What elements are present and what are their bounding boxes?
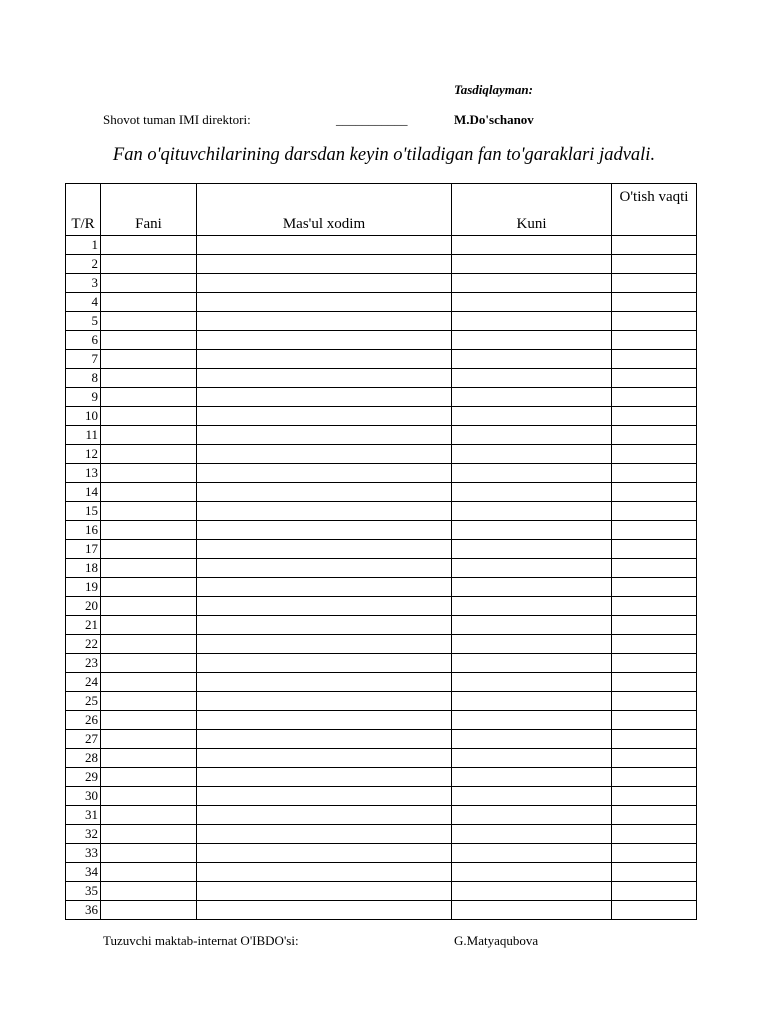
day-cell[interactable] xyxy=(452,559,612,578)
subject-cell[interactable] xyxy=(101,426,197,445)
row-number: 9 xyxy=(66,388,101,407)
column-header-responsible: Mas'ul xodim xyxy=(197,184,452,236)
day-cell[interactable] xyxy=(452,540,612,559)
subject-cell[interactable] xyxy=(101,863,197,882)
responsible-cell[interactable] xyxy=(197,749,452,768)
row-number: 30 xyxy=(66,787,101,806)
table-row xyxy=(66,825,697,844)
subject-cell[interactable] xyxy=(101,369,197,388)
row-number: 14 xyxy=(66,483,101,502)
subject-cell[interactable] xyxy=(101,521,197,540)
row-number: 10 xyxy=(66,407,101,426)
time-cell[interactable] xyxy=(612,293,697,312)
subject-cell[interactable] xyxy=(101,540,197,559)
time-cell[interactable] xyxy=(612,331,697,350)
time-cell[interactable] xyxy=(612,901,697,920)
responsible-cell[interactable] xyxy=(197,711,452,730)
subject-cell[interactable] xyxy=(101,711,197,730)
time-cell[interactable] xyxy=(612,312,697,331)
table-row xyxy=(66,464,697,483)
row-number: 7 xyxy=(66,350,101,369)
responsible-cell[interactable] xyxy=(197,293,452,312)
responsible-cell[interactable] xyxy=(197,844,452,863)
table-row xyxy=(66,521,697,540)
responsible-cell[interactable] xyxy=(197,578,452,597)
day-cell[interactable] xyxy=(452,426,612,445)
responsible-cell[interactable] xyxy=(197,350,452,369)
day-cell[interactable] xyxy=(452,445,612,464)
responsible-cell[interactable] xyxy=(197,388,452,407)
time-cell[interactable] xyxy=(612,882,697,901)
row-number: 3 xyxy=(66,274,101,293)
subject-cell[interactable] xyxy=(101,255,197,274)
table-row xyxy=(66,863,697,882)
table-row xyxy=(66,578,697,597)
time-cell[interactable] xyxy=(612,407,697,426)
day-cell[interactable] xyxy=(452,844,612,863)
time-cell[interactable] xyxy=(612,445,697,464)
row-number: 24 xyxy=(66,673,101,692)
day-cell[interactable] xyxy=(452,236,612,255)
page-title: Fan o'qituvchilarining darsdan keyin o'tiladigan fan to'garaklari jadvali. xyxy=(112,145,656,165)
day-cell[interactable] xyxy=(452,825,612,844)
table-row xyxy=(66,597,697,616)
responsible-cell[interactable] xyxy=(197,654,452,673)
row-number: 18 xyxy=(66,559,101,578)
table-row xyxy=(66,540,697,559)
table-row xyxy=(66,692,697,711)
day-cell[interactable] xyxy=(452,388,612,407)
table-row xyxy=(66,654,697,673)
responsible-cell[interactable] xyxy=(197,331,452,350)
time-cell[interactable] xyxy=(612,521,697,540)
time-cell[interactable] xyxy=(612,635,697,654)
time-cell[interactable] xyxy=(612,483,697,502)
day-cell[interactable] xyxy=(452,692,612,711)
responsible-cell[interactable] xyxy=(197,540,452,559)
row-number: 1 xyxy=(66,236,101,255)
table-row xyxy=(66,369,697,388)
time-cell[interactable] xyxy=(612,236,697,255)
table-row xyxy=(66,749,697,768)
responsible-cell[interactable] xyxy=(197,673,452,692)
day-cell[interactable] xyxy=(452,293,612,312)
subject-cell[interactable] xyxy=(101,445,197,464)
table-row xyxy=(66,407,697,426)
responsible-cell[interactable] xyxy=(197,730,452,749)
day-cell[interactable] xyxy=(452,787,612,806)
responsible-cell[interactable] xyxy=(197,255,452,274)
director-name: M.Do'schanov xyxy=(454,112,534,127)
responsible-cell[interactable] xyxy=(197,806,452,825)
subject-cell[interactable] xyxy=(101,901,197,920)
table-row xyxy=(66,502,697,521)
row-number: 25 xyxy=(66,692,101,711)
row-number: 26 xyxy=(66,711,101,730)
responsible-cell[interactable] xyxy=(197,901,452,920)
responsible-cell[interactable] xyxy=(197,692,452,711)
table-row xyxy=(66,426,697,445)
table-row xyxy=(66,844,697,863)
time-cell[interactable] xyxy=(612,559,697,578)
responsible-cell[interactable] xyxy=(197,635,452,654)
table-row xyxy=(66,635,697,654)
day-cell[interactable] xyxy=(452,635,612,654)
row-number: 5 xyxy=(66,312,101,331)
responsible-cell[interactable] xyxy=(197,502,452,521)
table-row xyxy=(66,350,697,369)
subject-cell[interactable] xyxy=(101,559,197,578)
column-header-subject: Fani xyxy=(101,184,197,236)
responsible-cell[interactable] xyxy=(197,882,452,901)
table-row xyxy=(66,730,697,749)
subject-cell[interactable] xyxy=(101,274,197,293)
subject-cell[interactable] xyxy=(101,597,197,616)
row-number: 22 xyxy=(66,635,101,654)
subject-cell[interactable] xyxy=(101,388,197,407)
table-row xyxy=(66,768,697,787)
time-cell[interactable] xyxy=(612,502,697,521)
subject-cell[interactable] xyxy=(101,768,197,787)
day-cell[interactable] xyxy=(452,711,612,730)
day-cell[interactable] xyxy=(452,483,612,502)
subject-cell[interactable] xyxy=(101,654,197,673)
day-cell[interactable] xyxy=(452,312,612,331)
row-number: 31 xyxy=(66,806,101,825)
subject-cell[interactable] xyxy=(101,616,197,635)
subject-cell[interactable] xyxy=(101,825,197,844)
day-cell[interactable] xyxy=(452,768,612,787)
day-cell[interactable] xyxy=(452,521,612,540)
time-cell[interactable] xyxy=(612,711,697,730)
row-number: 2 xyxy=(66,255,101,274)
signature-line: ___________ xyxy=(336,112,408,127)
row-number: 17 xyxy=(66,540,101,559)
approve-label: Tasdiqlayman: xyxy=(454,82,533,97)
row-number: 21 xyxy=(66,616,101,635)
day-cell[interactable] xyxy=(452,806,612,825)
row-number: 33 xyxy=(66,844,101,863)
responsible-cell[interactable] xyxy=(197,445,452,464)
row-number: 6 xyxy=(66,331,101,350)
subject-cell[interactable] xyxy=(101,483,197,502)
time-cell[interactable] xyxy=(612,844,697,863)
subject-cell[interactable] xyxy=(101,749,197,768)
time-cell[interactable] xyxy=(612,578,697,597)
day-cell[interactable] xyxy=(452,578,612,597)
row-number: 8 xyxy=(66,369,101,388)
time-cell[interactable] xyxy=(612,350,697,369)
column-header-number: T/R xyxy=(66,184,101,236)
responsible-cell[interactable] xyxy=(197,369,452,388)
day-cell[interactable] xyxy=(452,331,612,350)
subject-cell[interactable] xyxy=(101,882,197,901)
row-number: 32 xyxy=(66,825,101,844)
time-cell[interactable] xyxy=(612,464,697,483)
time-cell[interactable] xyxy=(612,787,697,806)
responsible-cell[interactable] xyxy=(197,787,452,806)
row-number: 13 xyxy=(66,464,101,483)
time-cell[interactable] xyxy=(612,597,697,616)
row-number: 19 xyxy=(66,578,101,597)
responsible-cell[interactable] xyxy=(197,768,452,787)
table-row xyxy=(66,483,697,502)
table-row xyxy=(66,806,697,825)
day-cell[interactable] xyxy=(452,616,612,635)
day-cell[interactable] xyxy=(452,464,612,483)
responsible-cell[interactable] xyxy=(197,312,452,331)
subject-cell[interactable] xyxy=(101,502,197,521)
responsible-cell[interactable] xyxy=(197,597,452,616)
table-row xyxy=(66,673,697,692)
responsible-cell[interactable] xyxy=(197,426,452,445)
subject-cell[interactable] xyxy=(101,730,197,749)
subject-cell[interactable] xyxy=(101,464,197,483)
responsible-cell[interactable] xyxy=(197,825,452,844)
day-cell[interactable] xyxy=(452,255,612,274)
time-cell[interactable] xyxy=(612,388,697,407)
row-number: 16 xyxy=(66,521,101,540)
responsible-cell[interactable] xyxy=(197,616,452,635)
time-cell[interactable] xyxy=(612,692,697,711)
row-number: 36 xyxy=(66,901,101,920)
responsible-cell[interactable] xyxy=(197,274,452,293)
subject-cell[interactable] xyxy=(101,844,197,863)
table-row xyxy=(66,901,697,920)
day-cell[interactable] xyxy=(452,350,612,369)
composer-label: Tuzuvchi maktab-internat O'IBDO'si: xyxy=(103,933,299,948)
table-row xyxy=(66,255,697,274)
subject-cell[interactable] xyxy=(101,293,197,312)
time-cell[interactable] xyxy=(612,654,697,673)
row-number: 34 xyxy=(66,863,101,882)
day-cell[interactable] xyxy=(452,654,612,673)
subject-cell[interactable] xyxy=(101,806,197,825)
time-cell[interactable] xyxy=(612,426,697,445)
time-cell[interactable] xyxy=(612,825,697,844)
time-cell[interactable] xyxy=(612,730,697,749)
table-body xyxy=(66,236,697,920)
responsible-cell[interactable] xyxy=(197,464,452,483)
time-cell[interactable] xyxy=(612,540,697,559)
time-cell[interactable] xyxy=(612,369,697,388)
table-row xyxy=(66,787,697,806)
time-cell[interactable] xyxy=(612,768,697,787)
day-cell[interactable] xyxy=(452,369,612,388)
table-header-row xyxy=(66,184,697,236)
row-number: 4 xyxy=(66,293,101,312)
responsible-cell[interactable] xyxy=(197,236,452,255)
subject-cell[interactable] xyxy=(101,236,197,255)
subject-cell[interactable] xyxy=(101,312,197,331)
time-cell[interactable] xyxy=(612,863,697,882)
day-cell[interactable] xyxy=(452,882,612,901)
table-row xyxy=(66,882,697,901)
table-row xyxy=(66,388,697,407)
director-label: Shovot tuman IMI direktori: xyxy=(103,112,251,127)
table-row xyxy=(66,445,697,464)
subject-cell[interactable] xyxy=(101,787,197,806)
row-number: 20 xyxy=(66,597,101,616)
column-header-time: O'tish vaqti xyxy=(612,184,697,236)
responsible-cell[interactable] xyxy=(197,483,452,502)
table-row xyxy=(66,711,697,730)
day-cell[interactable] xyxy=(452,730,612,749)
day-cell[interactable] xyxy=(452,673,612,692)
day-cell[interactable] xyxy=(452,901,612,920)
time-cell[interactable] xyxy=(612,274,697,293)
time-cell[interactable] xyxy=(612,616,697,635)
subject-cell[interactable] xyxy=(101,673,197,692)
responsible-cell[interactable] xyxy=(197,407,452,426)
day-cell[interactable] xyxy=(452,274,612,293)
subject-cell[interactable] xyxy=(101,331,197,350)
column-header-day: Kuni xyxy=(452,184,612,236)
table-row xyxy=(66,293,697,312)
subject-cell[interactable] xyxy=(101,635,197,654)
table-row xyxy=(66,559,697,578)
day-cell[interactable] xyxy=(452,407,612,426)
subject-cell[interactable] xyxy=(101,350,197,369)
row-number: 29 xyxy=(66,768,101,787)
table-row xyxy=(66,236,697,255)
composer-name: G.Matyaqubova xyxy=(454,933,539,948)
row-number: 27 xyxy=(66,730,101,749)
row-number: 11 xyxy=(66,426,101,445)
table-row xyxy=(66,312,697,331)
time-cell[interactable] xyxy=(612,806,697,825)
table-row xyxy=(66,274,697,293)
row-number: 12 xyxy=(66,445,101,464)
table-row xyxy=(66,616,697,635)
subject-cell[interactable] xyxy=(101,578,197,597)
subject-cell[interactable] xyxy=(101,407,197,426)
time-cell[interactable] xyxy=(612,255,697,274)
time-cell[interactable] xyxy=(612,749,697,768)
time-cell[interactable] xyxy=(612,673,697,692)
day-cell[interactable] xyxy=(452,597,612,616)
responsible-cell[interactable] xyxy=(197,559,452,578)
row-number: 35 xyxy=(66,882,101,901)
responsible-cell[interactable] xyxy=(197,521,452,540)
day-cell[interactable] xyxy=(452,863,612,882)
row-number: 28 xyxy=(66,749,101,768)
subject-cell[interactable] xyxy=(101,692,197,711)
row-number: 23 xyxy=(66,654,101,673)
responsible-cell[interactable] xyxy=(197,863,452,882)
row-number: 15 xyxy=(66,502,101,521)
table-row xyxy=(66,331,697,350)
schedule-table xyxy=(65,183,697,920)
day-cell[interactable] xyxy=(452,502,612,521)
day-cell[interactable] xyxy=(452,749,612,768)
